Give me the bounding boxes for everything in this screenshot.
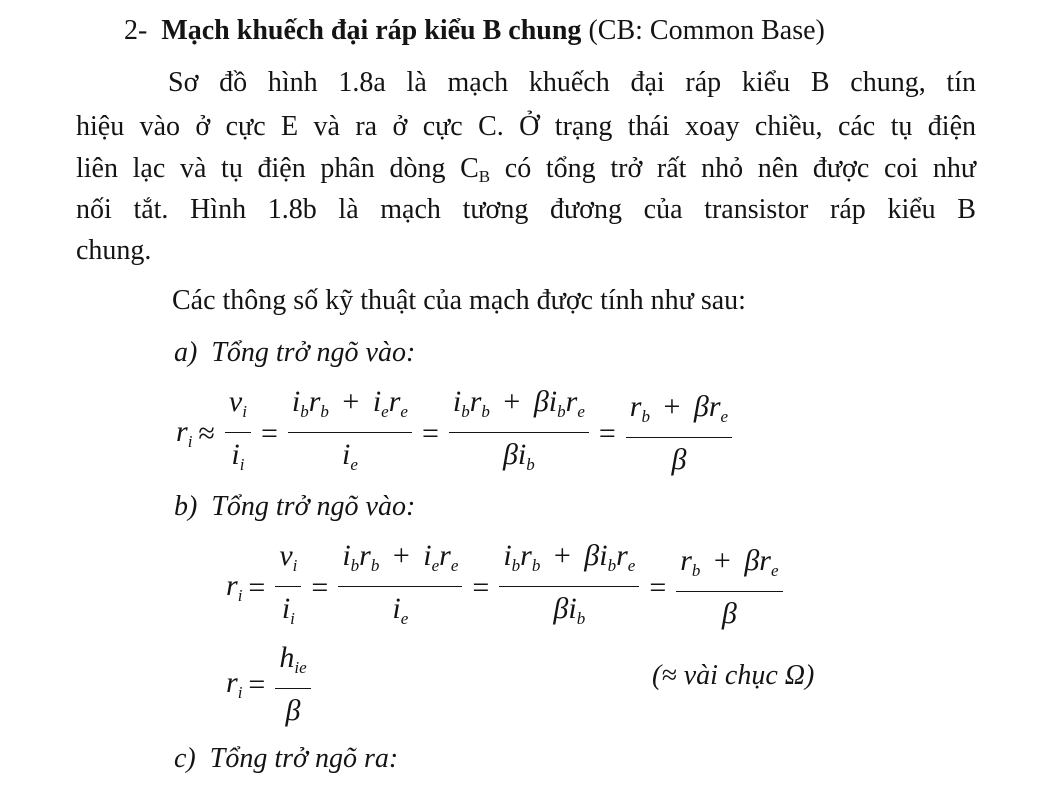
approx-note: (≈ vài chục Ω) <box>652 660 815 691</box>
paragraph-line: chung. <box>76 235 152 266</box>
paragraph-intro: Các thông số kỹ thuật của mạch được tính như sau: <box>172 285 746 316</box>
paragraph-line: Sơ đồ hình 1.8a là mạch khuếch đại ráp kiểu B chung, tín <box>168 67 976 98</box>
paragraph-line: liên lạc và tụ điện phân dòng CB có tổng trở rất nhỏ nên được coi như <box>76 153 976 186</box>
section-title: Mạch khuếch đại ráp kiểu B chung <box>161 15 582 46</box>
paragraph-line: hiệu vào ở cực E và ra ở cực C. Ở trạng thái xoay chiều, các tụ điện <box>76 111 976 142</box>
section-subtitle: (CB: Common Base) <box>588 15 825 46</box>
item-a-heading: a) Tổng trở ngõ vào: <box>174 337 416 368</box>
item-b-heading: b) Tổng trở ngõ vào: <box>174 491 416 522</box>
section-number: 2- <box>124 15 148 46</box>
item-c-heading: c) Tổng trở ngõ ra: <box>174 743 399 774</box>
equation-input-impedance-a: $r_i$ ≈ $\frac{v_i}{i_i}$ = $\frac{i_br_b + i_er_e}{i_e}$ = $\frac{i_br_b + \beta i_br_e}{\beta i_b}$ = $\frac{r_b + \beta r_e}{\beta}$ <box>176 384 736 483</box>
equation-hie-over-beta: $r_i$ = $\frac{h_{ie}}{\beta}$ <box>226 640 315 729</box>
paragraph-line: nối tắt. Hình 1.8b là mạch tương đương của transistor ráp kiểu B <box>76 194 976 225</box>
section-heading <box>124 14 825 48</box>
equation-input-impedance-b: $r_i$ = $\frac{v_i}{i_i}$ = $\frac{i_br_b + i_er_e}{i_e}$ = $\frac{i_br_b + \beta i_br_e}{\beta i_b}$ = $\frac{r_b + \beta r_e}{\beta}$ <box>226 538 787 637</box>
